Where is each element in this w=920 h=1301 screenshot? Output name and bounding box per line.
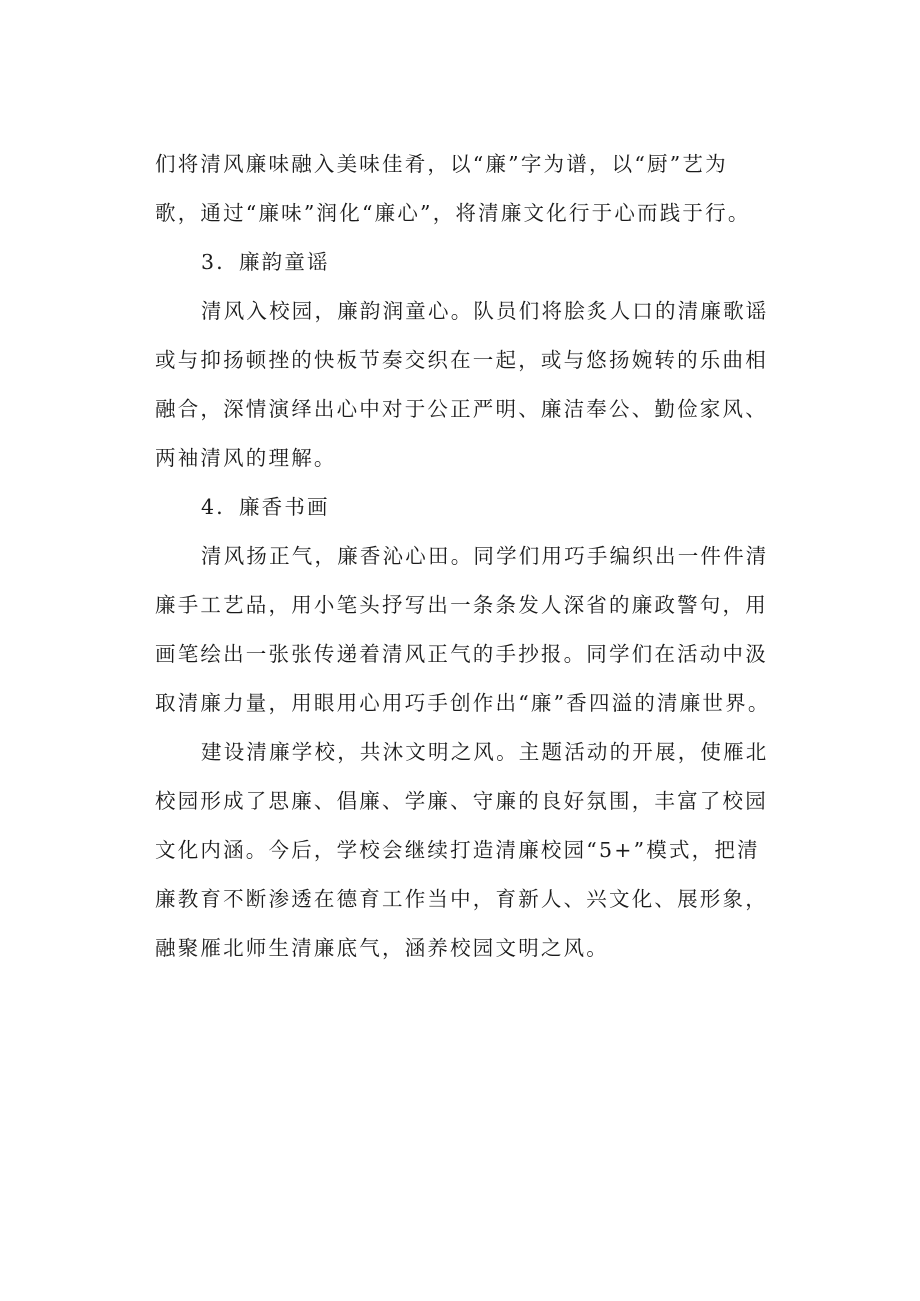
paragraph-line: 取清廉力量，用眼用心用巧手创作出“廉”香四溢的清廉世界。 [155, 691, 771, 715]
paragraph-line: 画笔绘出一张张传递着清风正气的手抄报。同学们在活动中汲 [155, 642, 768, 666]
paragraph-line: 校园形成了思廉、倡廉、学廉、守廉的良好氛围，丰富了校园 [155, 789, 768, 813]
section-heading-4: 4．廉香书画 [201, 495, 330, 519]
paragraph-line: 融聚雁北师生清廉底气，涵养校园文明之风。 [155, 936, 609, 960]
paragraph-line: 廉教育不断渗透在德育工作当中，育新人、兴文化、展形象， [155, 887, 768, 911]
paragraph-line: 文化内涵。今后，学校会继续打造清廉校园“5+”模式，把清 [155, 838, 760, 862]
paragraph-line: 或与抑扬顿挫的快板节奏交织在一起，或与悠扬婉转的乐曲相 [155, 348, 768, 372]
section-heading-3: 3．廉韵童谣 [201, 250, 330, 274]
paragraph-line: 清风扬正气，廉香沁心田。同学们用巧手编织出一件件清 [201, 544, 769, 568]
paragraph-line: 建设清廉学校，共沐文明之风。主题活动的开展，使雁北 [201, 740, 769, 764]
paragraph-line: 们将清风廉味融入美味佳肴，以“廉”字为谱，以“厨”艺为 [155, 152, 728, 176]
paragraph-line: 清风入校园，廉韵润童心。队员们将脍炙人口的清廉歌谣 [201, 299, 769, 323]
paragraph-line: 歌，通过“廉味”润化“廉心”，将清廉文化行于心而践于行。 [155, 201, 751, 225]
paragraph-line: 融合，深情演绎出心中对于公正严明、廉洁奉公、勤俭家风、 [155, 397, 768, 421]
paragraph-line: 两袖清风的理解。 [155, 446, 337, 470]
paragraph-line: 廉手工艺品，用小笔头抒写出一条条发人深省的廉政警句，用 [155, 593, 768, 617]
